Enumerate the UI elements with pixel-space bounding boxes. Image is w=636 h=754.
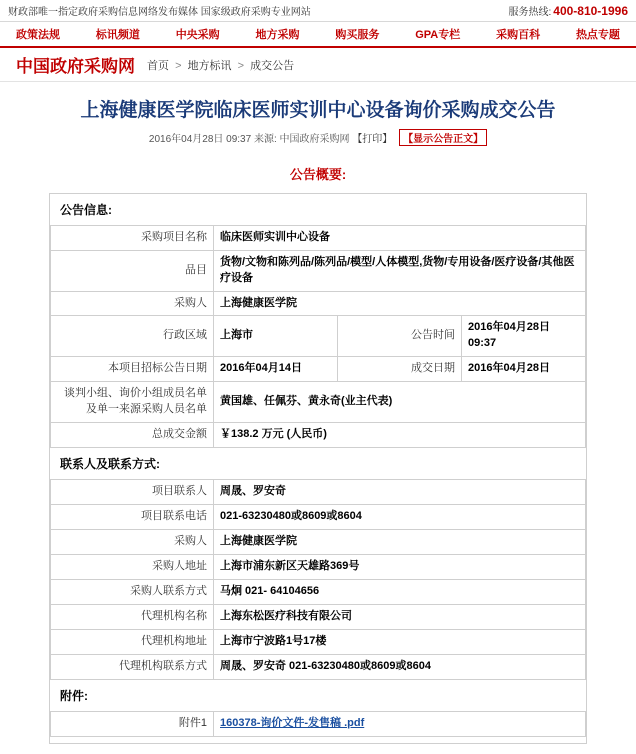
- value-deal-date: 2016年04月28日: [462, 357, 586, 382]
- label-total-amount: 总成交金额: [51, 423, 214, 448]
- source-name: 中国政府采购网: [279, 133, 350, 145]
- table-row: [51, 250, 586, 291]
- value-purchaser-contact-method: 马炯 021- 64104656: [214, 579, 586, 604]
- table-row: [51, 629, 586, 654]
- hotline: [508, 3, 628, 18]
- top-bar: [0, 0, 636, 22]
- site-logo[interactable]: 中国政府采购网: [16, 57, 135, 77]
- table-row: [51, 357, 586, 382]
- breadcrumb-item-local[interactable]: 地方标讯: [187, 59, 232, 72]
- label-committee-members: 谈判小组、询价小组成员名单及单一来源采购人员名单: [51, 382, 214, 423]
- section-announcement-info: 公告信息:: [60, 202, 112, 217]
- table-row: [51, 554, 586, 579]
- value-project-name: 临床医师实训中心设备: [214, 225, 586, 250]
- label-region: 行政区域: [51, 316, 214, 357]
- label-notice-time: 公告时间: [338, 316, 462, 357]
- table-row: [51, 225, 586, 250]
- label-project-name: 采购项目名称: [51, 225, 214, 250]
- value-bid-notice-date: 2016年04月14日: [214, 357, 338, 382]
- publish-date: 2016年04月28日 09:37: [148, 133, 252, 145]
- article-meta: [0, 129, 636, 156]
- value-project-phone: 021-63230480或8609或8604: [214, 505, 586, 530]
- table-row: [51, 291, 586, 316]
- main-nav: [0, 22, 636, 48]
- value-item: 货物/文物和陈列品/陈列品/模型/人体模型,货物/专用设备/医疗设备/其他医疗设备: [214, 250, 586, 291]
- nav-item-encyclopedia[interactable]: 采购百科: [496, 29, 541, 41]
- value-region: 上海市: [214, 316, 338, 357]
- label-project-phone: 项目联系电话: [51, 505, 214, 530]
- top-bar-tagline: 财政部唯一指定政府采购信息网络发布媒体 国家级政府采购专业网站: [8, 7, 311, 18]
- label-purchaser-contact: 采购人: [51, 529, 214, 554]
- section-contact-info: 联系人及联系方式:: [60, 457, 160, 472]
- nav-item-central-procurement[interactable]: 中央采购: [175, 29, 220, 41]
- announcement-info-table: [50, 225, 586, 448]
- value-agency-contact-method: 周晟、罗安奇 021-63230480或8609或8604: [214, 654, 586, 679]
- value-agency-name: 上海东松医疗科技有限公司: [214, 604, 586, 629]
- table-row: [51, 423, 586, 448]
- table-row: [51, 316, 586, 357]
- table-row: [51, 529, 586, 554]
- nav-item-bid-news[interactable]: 标讯频道: [95, 29, 140, 41]
- source-label: 来源:: [253, 133, 277, 145]
- nav-item-local-procurement[interactable]: 地方采购: [255, 29, 300, 41]
- value-total-amount: ￥138.2 万元 (人民币): [214, 423, 586, 448]
- page-title: 上海健康医学院临床医师实训中心设备询价采购成交公告: [80, 99, 556, 121]
- nav-item-gpa[interactable]: GPA专栏: [415, 29, 461, 41]
- table-row: [51, 579, 586, 604]
- hotline-label: 服务热线:: [508, 7, 552, 18]
- breadcrumb-item-deal-notice[interactable]: 成交公告: [250, 59, 295, 72]
- nav-item-buy-service[interactable]: 购买服务: [335, 29, 380, 41]
- contact-info-table: [50, 479, 586, 680]
- value-purchaser: 上海健康医学院: [214, 291, 586, 316]
- breadcrumb-separator: >: [237, 59, 245, 72]
- attachment-link[interactable]: 160378-询价文件-发售稿 .pdf: [220, 716, 365, 729]
- label-purchaser-address: 采购人地址: [51, 554, 214, 579]
- attachment-cell: [214, 711, 586, 736]
- breadcrumb-separator: >: [175, 59, 182, 72]
- logo-breadcrumb-row: [0, 48, 636, 82]
- value-purchaser-contact: 上海健康医学院: [214, 529, 586, 554]
- label-deal-date: 成交日期: [338, 357, 462, 382]
- nav-item-policies[interactable]: 政策法规: [16, 29, 60, 41]
- breadcrumb: [147, 57, 294, 73]
- print-button[interactable]: 【打印】: [352, 133, 393, 145]
- section-attachment: 附件:: [60, 688, 88, 703]
- table-row: [51, 711, 586, 736]
- label-project-contact: 项目联系人: [51, 480, 214, 505]
- label-item: 品目: [51, 250, 214, 291]
- breadcrumb-item-home[interactable]: 首页: [147, 59, 169, 72]
- announcement-card: [49, 193, 587, 744]
- label-purchaser: 采购人: [51, 291, 214, 316]
- label-agency-contact-method: 代理机构联系方式: [51, 654, 214, 679]
- show-official-text-badge[interactable]: 【显示公告正文】: [399, 129, 487, 146]
- attachment-table: [50, 711, 586, 737]
- value-purchaser-address: 上海市浦东新区天雄路369号: [214, 554, 586, 579]
- label-agency-address: 代理机构地址: [51, 629, 214, 654]
- value-project-contact: 周晟、罗安奇: [214, 480, 586, 505]
- value-committee-members: 黄国雄、任佩芬、黄永奇(业主代表): [214, 382, 586, 423]
- label-bid-notice-date: 本项目招标公告日期: [51, 357, 214, 382]
- hotline-number: 400-810-1996: [553, 4, 628, 18]
- value-notice-time: 2016年04月28日 09:37: [462, 316, 586, 357]
- table-row: [51, 480, 586, 505]
- table-row: [51, 604, 586, 629]
- label-purchaser-contact-method: 采购人联系方式: [51, 579, 214, 604]
- table-row: [51, 382, 586, 423]
- summary-heading: 公告概要:: [289, 166, 347, 182]
- table-row: [51, 505, 586, 530]
- label-agency-name: 代理机构名称: [51, 604, 214, 629]
- label-attachment-1: 附件1: [51, 711, 214, 736]
- table-row: [51, 654, 586, 679]
- card-bottom-spacer: [50, 737, 586, 743]
- nav-item-hot-topics[interactable]: 热点专题: [575, 29, 620, 41]
- value-agency-address: 上海市宁波路1号17楼: [214, 629, 586, 654]
